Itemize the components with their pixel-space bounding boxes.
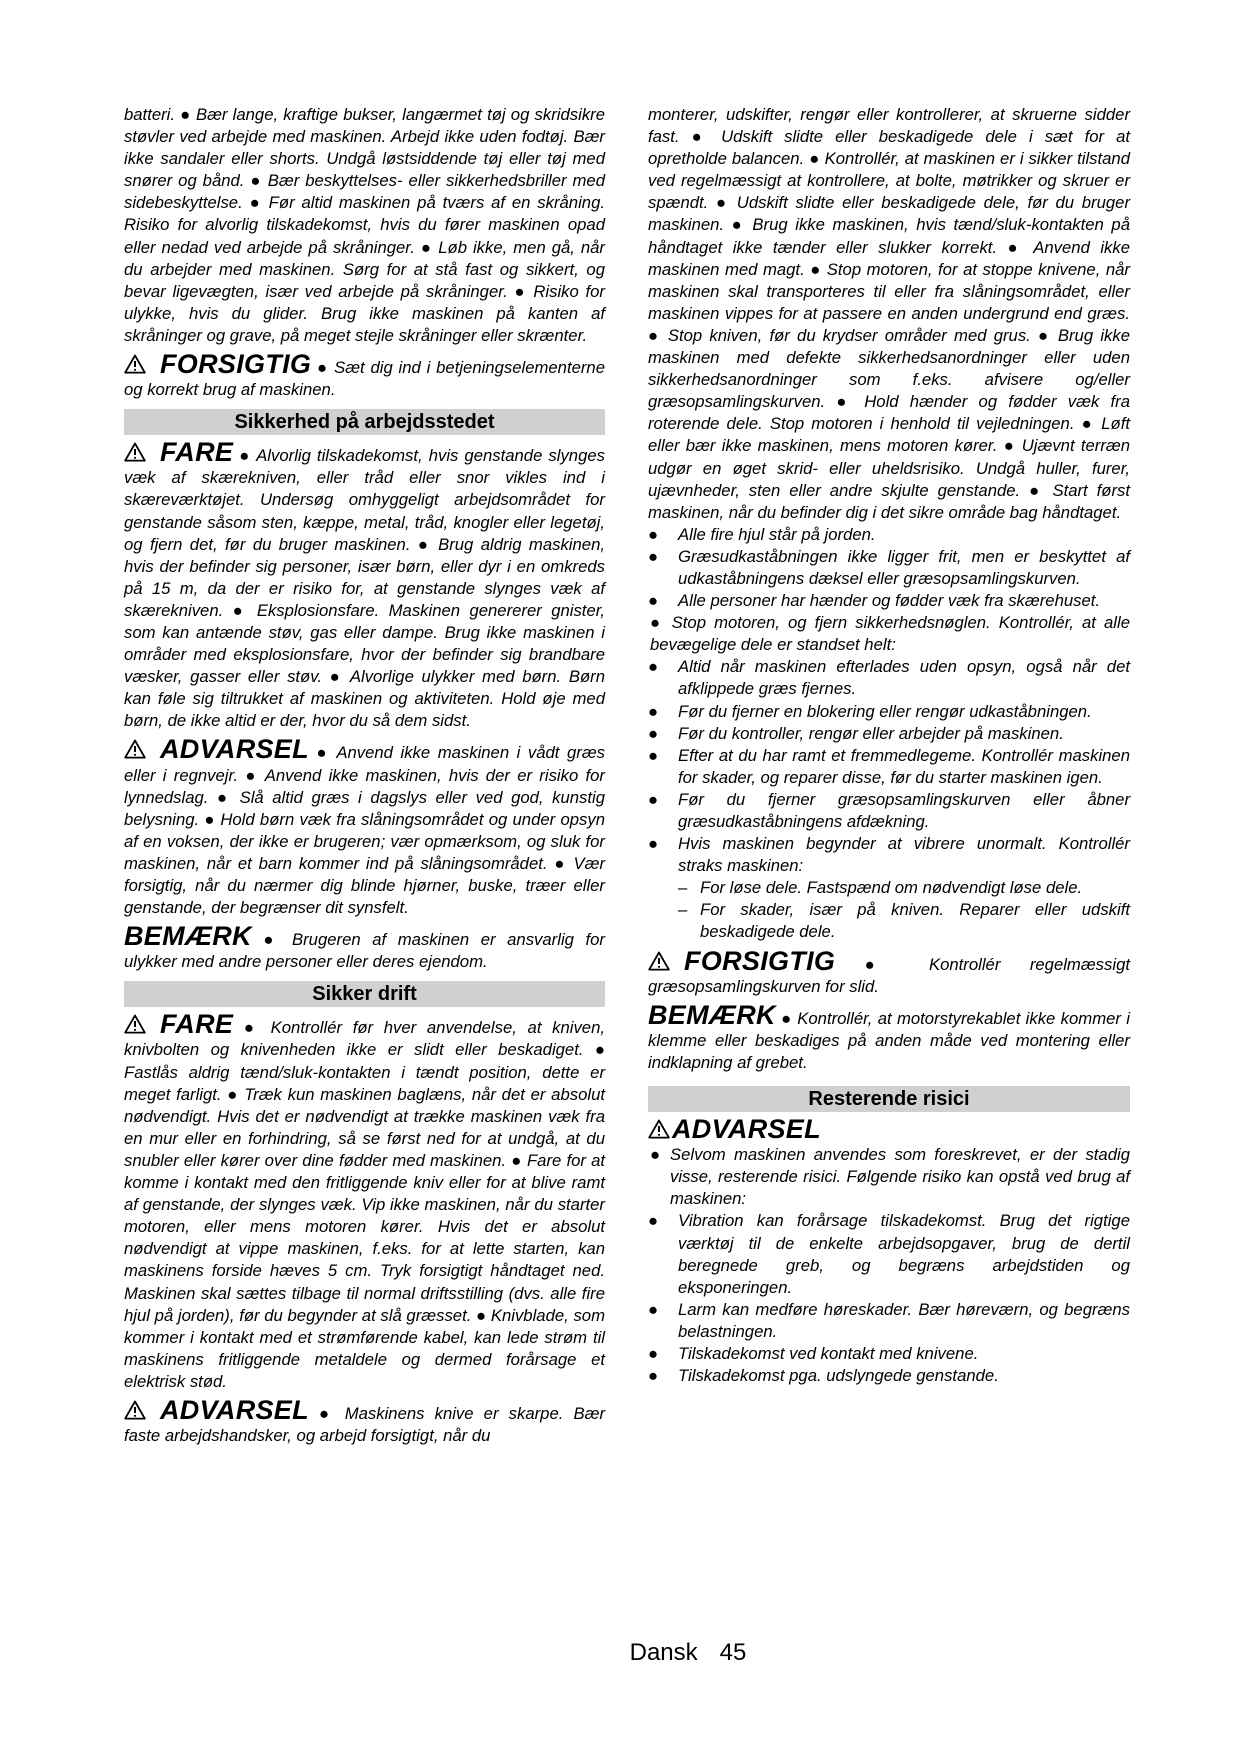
advarsel-notice-3 <box>648 1116 1130 1144</box>
bullet-icon: ● <box>648 524 659 544</box>
list-item: ● Tilskadekomst ved kontakt med knivene. <box>648 1343 1130 1365</box>
list-item: ● Alle fire hjul står på jorden. <box>648 524 1130 546</box>
bemaerk-text: ● Brugeren af maskinen er ansvarlig for ulykker med andre personer eller deres ejendom. <box>124 930 605 972</box>
section-heading-workplace-safety: Sikkerhed på arbejdsstedet <box>124 409 605 435</box>
advarsel-notice-2 <box>124 1394 605 1447</box>
bullet-icon: ● <box>650 1145 661 1165</box>
list-item: ● Altid når maskinen efterlades uden opsyn, også når det afklippede græs fjernes. <box>648 657 1130 699</box>
bullet-icon: ● <box>648 657 659 677</box>
list-item: ● Vibration kan forårsage tilskadekomst. Brug det rigtige værktøj til de enkelte arbejdsopgaver, brug de dertil beregnede greb, og begræns arbejdstiden og eksponeringen. <box>648 1211 1130 1297</box>
forsigtig-text: ● Kontrollér regelmæssigt græsopsamlingskurven for slid. <box>648 954 1130 996</box>
bemaerk-notice-1 <box>124 923 605 973</box>
warning-triangle-icon <box>124 442 146 462</box>
list-item: ● Efter at du har ramt et fremmedlegeme. Kontrollér maskinen for skader, og reparer disse, før du starter maskinen igen. <box>648 745 1130 787</box>
bullet-icon: ● <box>648 723 659 743</box>
right-intro-paragraph: monterer, udskifter, rengør eller kontrollerer, at skruerne sidder fast. ● Udskift slidte eller beskadigede dele i sæt for at opretholde balancen. ● Kontrollér, at maskinen er i sikker tilstand ved regelmæssigt at kontrollere, at bolte, møtrikker og skruer er spændt. ● Udskift slidte eller beskadigede dele, før du bruger maskinen. ● Brug ikke maskinen, hvis tænd/sluk-kontakten på håndtaget ikke tænder eller slukker korrekt. ● Anvend ikke maskinen med magt. ● Stop motoren, for at stoppe knivene, når maskinen skal transporteres til eller fra slåningsområdet, eller maskinen vippes for at passere en anden undergrund end græs. ● Stop kniven, før du krydser områder med grus. ● Brug ikke maskinen med defekte sikkerhedsanordninger eller uden sikkerhedsanordninger som f.eks. afvisere og/eller græsopsamlingskurven. ● Hold hænder og fødder væk fra roterende dele. Stop motoren i henhold til vejledningen. ● Løft eller bær ikke maskinen, mens motoren kører. ● Ujævnt terræn udgør en øget skrid- eller uheldsrisiko. Undgå huller, furer, ujævnheder, sten eller andre skjulte genstande. ● Start først maskinen, når du befinder dig i det sikre område bag håndtaget. <box>648 105 1130 522</box>
forsigtig-notice-2 <box>648 945 1130 998</box>
stop-motor-paragraph: ● Stop motoren, og fjern sikkerhedsnøglen. Kontrollér, at alle bevægelige dele er standset helt: <box>650 613 1130 655</box>
bullet-icon: ● <box>648 1211 659 1231</box>
forsigtig-label: FORSIGTIG <box>684 945 836 976</box>
stop-conditions-list <box>648 656 1130 943</box>
fare-notice-2 <box>124 1011 605 1393</box>
bemaerk-label: BEMÆRK <box>124 921 252 952</box>
list-item: ● Alle personer har hænder og fødder væk fra skærehuset. <box>648 590 1130 612</box>
advarsel-text: ● Maskinens knive er skarpe. Bær faste arbejdshandsker, og arbejd forsigtigt, når du <box>124 1403 605 1446</box>
list-item: ● Larm kan medføre høreskader. Bær høreværn, og begræns belastningen. <box>648 1299 1130 1341</box>
fare-notice-1 <box>124 439 605 732</box>
bullet-icon: ● <box>648 1343 659 1363</box>
bullet-icon: ● <box>648 1299 659 1319</box>
fare-text: ● Kontrollér før hver anvendelse, at kniven, knivbolten og knivenheden ikke er slidt eller beskadiget. ● Fastlås aldrig tænd/sluk-kontakten i tændt position, dette er meget farligt. ● Træk kun maskinen baglæns, når det er absolut nødvendigt. Hvis det er nødvendigt at trække maskinen væk fra en mur eller en forhindring, så se først ned for at undgå, at du snubler eller kører over dine fødder med maskinen. ● Fare for at komme i kontakt med den fritliggende kniv eller for at blive ramt af genstande, der slynges væk. Vip ikke maskinen, når du starter motoren, eller mens motoren kører. Hvis det er absolut nødvendigt at vippe maskinen, f.eks. for at lette starten, kan maskinens forside hæves 5 cm. Tryk forsigtigt håndtaget ned. Maskinen skal sættes tilbage til normal driftsstilling (dvs. alle fire hjul på jorden), før du begynder at slå græsset. ● Knivblade, som kommer i kontakt med et strømførende kabel, kan lede strøm til maskinens fritliggende metaldele og dermed forårsage et elektrisk stød. <box>124 1018 605 1391</box>
start-conditions-list <box>648 524 1130 612</box>
bemaerk-label: BEMÆRK <box>648 999 776 1030</box>
list-item: ● Græsudkaståbningen ikke ligger frit, men er beskyttet af udkaståbningens dæksel eller græsopsamlingskurven. <box>648 546 1130 588</box>
advarsel-label: ADVARSEL <box>160 734 309 765</box>
warning-triangle-icon <box>648 1119 670 1139</box>
forsigtig-notice-1 <box>124 351 605 401</box>
list-item: ● Hvis maskinen begynder at vibrere unormalt. Kontrollér straks maskinen: <box>648 834 1130 876</box>
list-item: ● Før du fjerner græsopsamlingskurven eller åbner græsudkaståbningens afdækning. <box>648 789 1130 831</box>
dash-icon: – <box>678 878 688 898</box>
bullet-icon: ● <box>648 546 659 566</box>
page-footer <box>0 1638 1241 1668</box>
dash-icon: – <box>678 900 688 920</box>
left-intro-paragraph: batteri. ● Bær lange, kraftige bukser, langærmet tøj og skridsikre støvler ved arbejde med maskinen. Arbejd ikke uden fodtøj. Bær ikke sandaler eller shorts. Undgå løstsiddende tøj eller tøj med snører og bånd. ● Bær beskyttelses- eller sikkerhedsbriller med sidebeskyttelse. ● Før altid maskinen på tværs af en skråning. Risiko for alvorlig tilskadekomst, hvis du fører maskinen opad eller nedad ved arbejde på skråninger. ● Løb ikke, men gå, når du arbejder med maskinen. Sørg for at stå fast og sikkert, og bevar ligevægten, især ved arbejde på skråninger. ● Risiko for ulykke, hvis du glider. Brug ikke maskinen på kanten af skråninger og grave, på meget stejle skråninger eller skrænter. <box>124 105 605 345</box>
left-column <box>124 104 605 1447</box>
fare-text: ● Alvorlig tilskadekomst, hvis genstande slynges væk af skærekniven, eller tråd eller snor vikles ind i skæreværktøjet. Undersøg omhyggeligt arbejdsområdet for genstande såsom sten, kæppe, metal, tråd, knogler eller legetøj, og fjern det, før du bruger maskinen. ● Brug aldrig maskinen, hvis der befinder sig personer, især børn, eller dyr i en omkreds på 15 m, da der er risiko for, at genstande slynges væk af skærekniven. ● Eksplosionsfare. Maskinen genererer gnister, som kan antænde støv, gas eller dampe. Brug ikke maskinen i områder med eksplosionsfare, hvor der befinder sig brandbare væsker, gasser eller støv. ● Alvorlige ulykker med børn. Børn kan føle sig tiltrukket af maskinen og aktiviteten. Hold øje med børn, de ikke altid er der, hvor du så dem sidst. <box>124 446 605 731</box>
dash-list-item: – For skader, især på kniven. Reparer eller udskift beskadigede dele. <box>678 900 1130 942</box>
residual-intro: ● Selvom maskinen anvendes som foreskrevet, er der stadig visse, resterende risici. Følgende risiko kan opstå ved brug af maskinen: <box>650 1145 1130 1209</box>
warning-triangle-icon <box>124 1400 146 1420</box>
residual-risks-list <box>648 1210 1130 1387</box>
warning-triangle-icon <box>648 951 670 971</box>
bullet-icon: ● <box>648 834 659 854</box>
warning-triangle-icon <box>124 1014 146 1034</box>
dash-list-item: – For løse dele. Fastspænd om nødvendigt løse dele. <box>648 877 1130 899</box>
advarsel-text: ● Anvend ikke maskinen i vådt græs eller i regnvejr. ● Anvend ikke maskinen, hvis der er risiko for lynnedslag. ● Slå altid græs i dagslys eller ved god, kunstig belysning. ● Hold børn væk fra slåningsområdet og under opsyn af en voksen, der ikke er brugeren; vær opmærksom, og sluk for maskinen, når et barn kommer ind på slåningsområdet. ● Vær forsigtig, når du nærmer dig blinde hjørner, buske, træer eller genstande, der begrænser dit synsfelt. <box>124 743 605 918</box>
list-item: ● Tilskadekomst pga. udslyngede genstande. <box>648 1365 1130 1387</box>
right-column <box>648 104 1130 1387</box>
advarsel-label: ADVARSEL <box>672 1114 821 1145</box>
fare-label: FARE <box>160 437 234 468</box>
bullet-icon: ● <box>648 591 659 611</box>
bullet-icon: ● <box>648 701 659 721</box>
advarsel-label: ADVARSEL <box>160 1394 309 1425</box>
section-heading-safe-operation: Sikker drift <box>124 981 605 1007</box>
list-item: ● Før du fjerner en blokering eller rengør udkaståbningen. <box>648 701 1130 723</box>
page-number: 45 <box>719 1639 747 1666</box>
advarsel-notice-1 <box>124 736 605 919</box>
warning-triangle-icon <box>124 739 146 759</box>
bemaerk-text: ● Kontrollér, at motorstyrekablet ikke kommer i klemme eller beskadiges på anden måde ved montering eller indklapning af grebet. <box>648 1008 1130 1072</box>
section-heading-residual-risks: Resterende risici <box>648 1086 1130 1112</box>
bullet-icon: ● <box>648 745 659 765</box>
bullet-icon: ● <box>648 789 659 809</box>
forsigtig-text: ● Sæt dig ind i betjeningselementerne og korrekt brug af maskinen. <box>124 358 605 400</box>
bullet-icon: ● <box>648 1366 659 1386</box>
forsigtig-label: FORSIGTIG <box>160 349 312 380</box>
bemaerk-notice-2 <box>648 999 1130 1074</box>
fare-label: FARE <box>160 1009 234 1040</box>
warning-triangle-icon <box>124 354 146 374</box>
list-item: ● Før du kontroller, rengør eller arbejder på maskinen. <box>648 723 1130 745</box>
footer-language: Dansk <box>629 1639 698 1666</box>
